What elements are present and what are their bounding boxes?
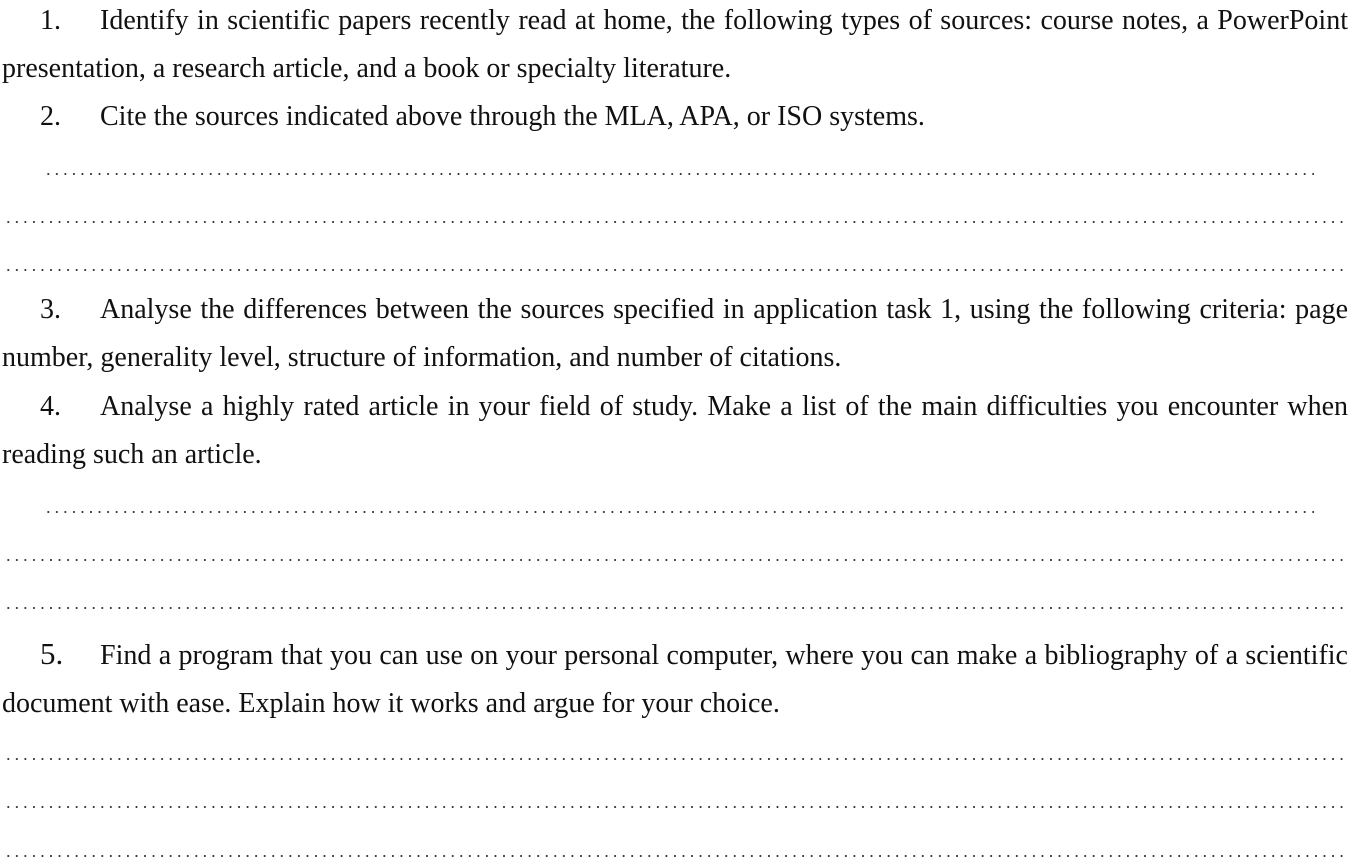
task-3-number: 3. [40,294,61,325]
answer-line-task4-1[interactable] [44,511,1314,513]
answer-line-task2-3[interactable] [4,269,1344,271]
answer-line-task2-2[interactable] [4,221,1344,223]
task-5-number: 5. [40,636,64,671]
answer-line-task2-1[interactable] [44,173,1314,175]
task-4 [2,383,1348,479]
task-1 [2,0,1348,93]
task-4-text: Analyse a highly rated article in your field of study. Make a list of the main difficulties you encounter when reading such an article. [2,391,1348,470]
task-5-text: Find a program that you can use on your personal computer, where you can make a bibliography of a scientific document with ease. Explain how it works and argue for your choice. [2,640,1348,719]
task-4-number: 4. [40,391,61,422]
task-3 [2,286,1348,382]
task-1-number: 1. [40,5,61,36]
task-2-text: Cite the sources indicated above through the MLA, APA, or ISO systems. [100,101,925,132]
task-3-text: Analyse the differences between the sources specified in application task 1, using the following criteria: page number, generality level, structure of information, and number of citations. [2,294,1348,373]
task-2 [2,93,1348,141]
task-2-number: 2. [40,101,61,132]
answer-line-task4-3[interactable] [4,607,1344,609]
task-1-text: Identify in scientific papers recently read at home, the following types of sources: course notes, a PowerPoint presentation, a research article, and a book or specialty literature. [2,5,1348,84]
answer-line-task5-3[interactable] [4,855,1344,857]
answer-line-task4-2[interactable] [4,559,1344,561]
answer-line-task5-2[interactable] [4,806,1344,808]
task-5 [2,630,1348,728]
answer-line-task5-1[interactable] [4,758,1344,760]
